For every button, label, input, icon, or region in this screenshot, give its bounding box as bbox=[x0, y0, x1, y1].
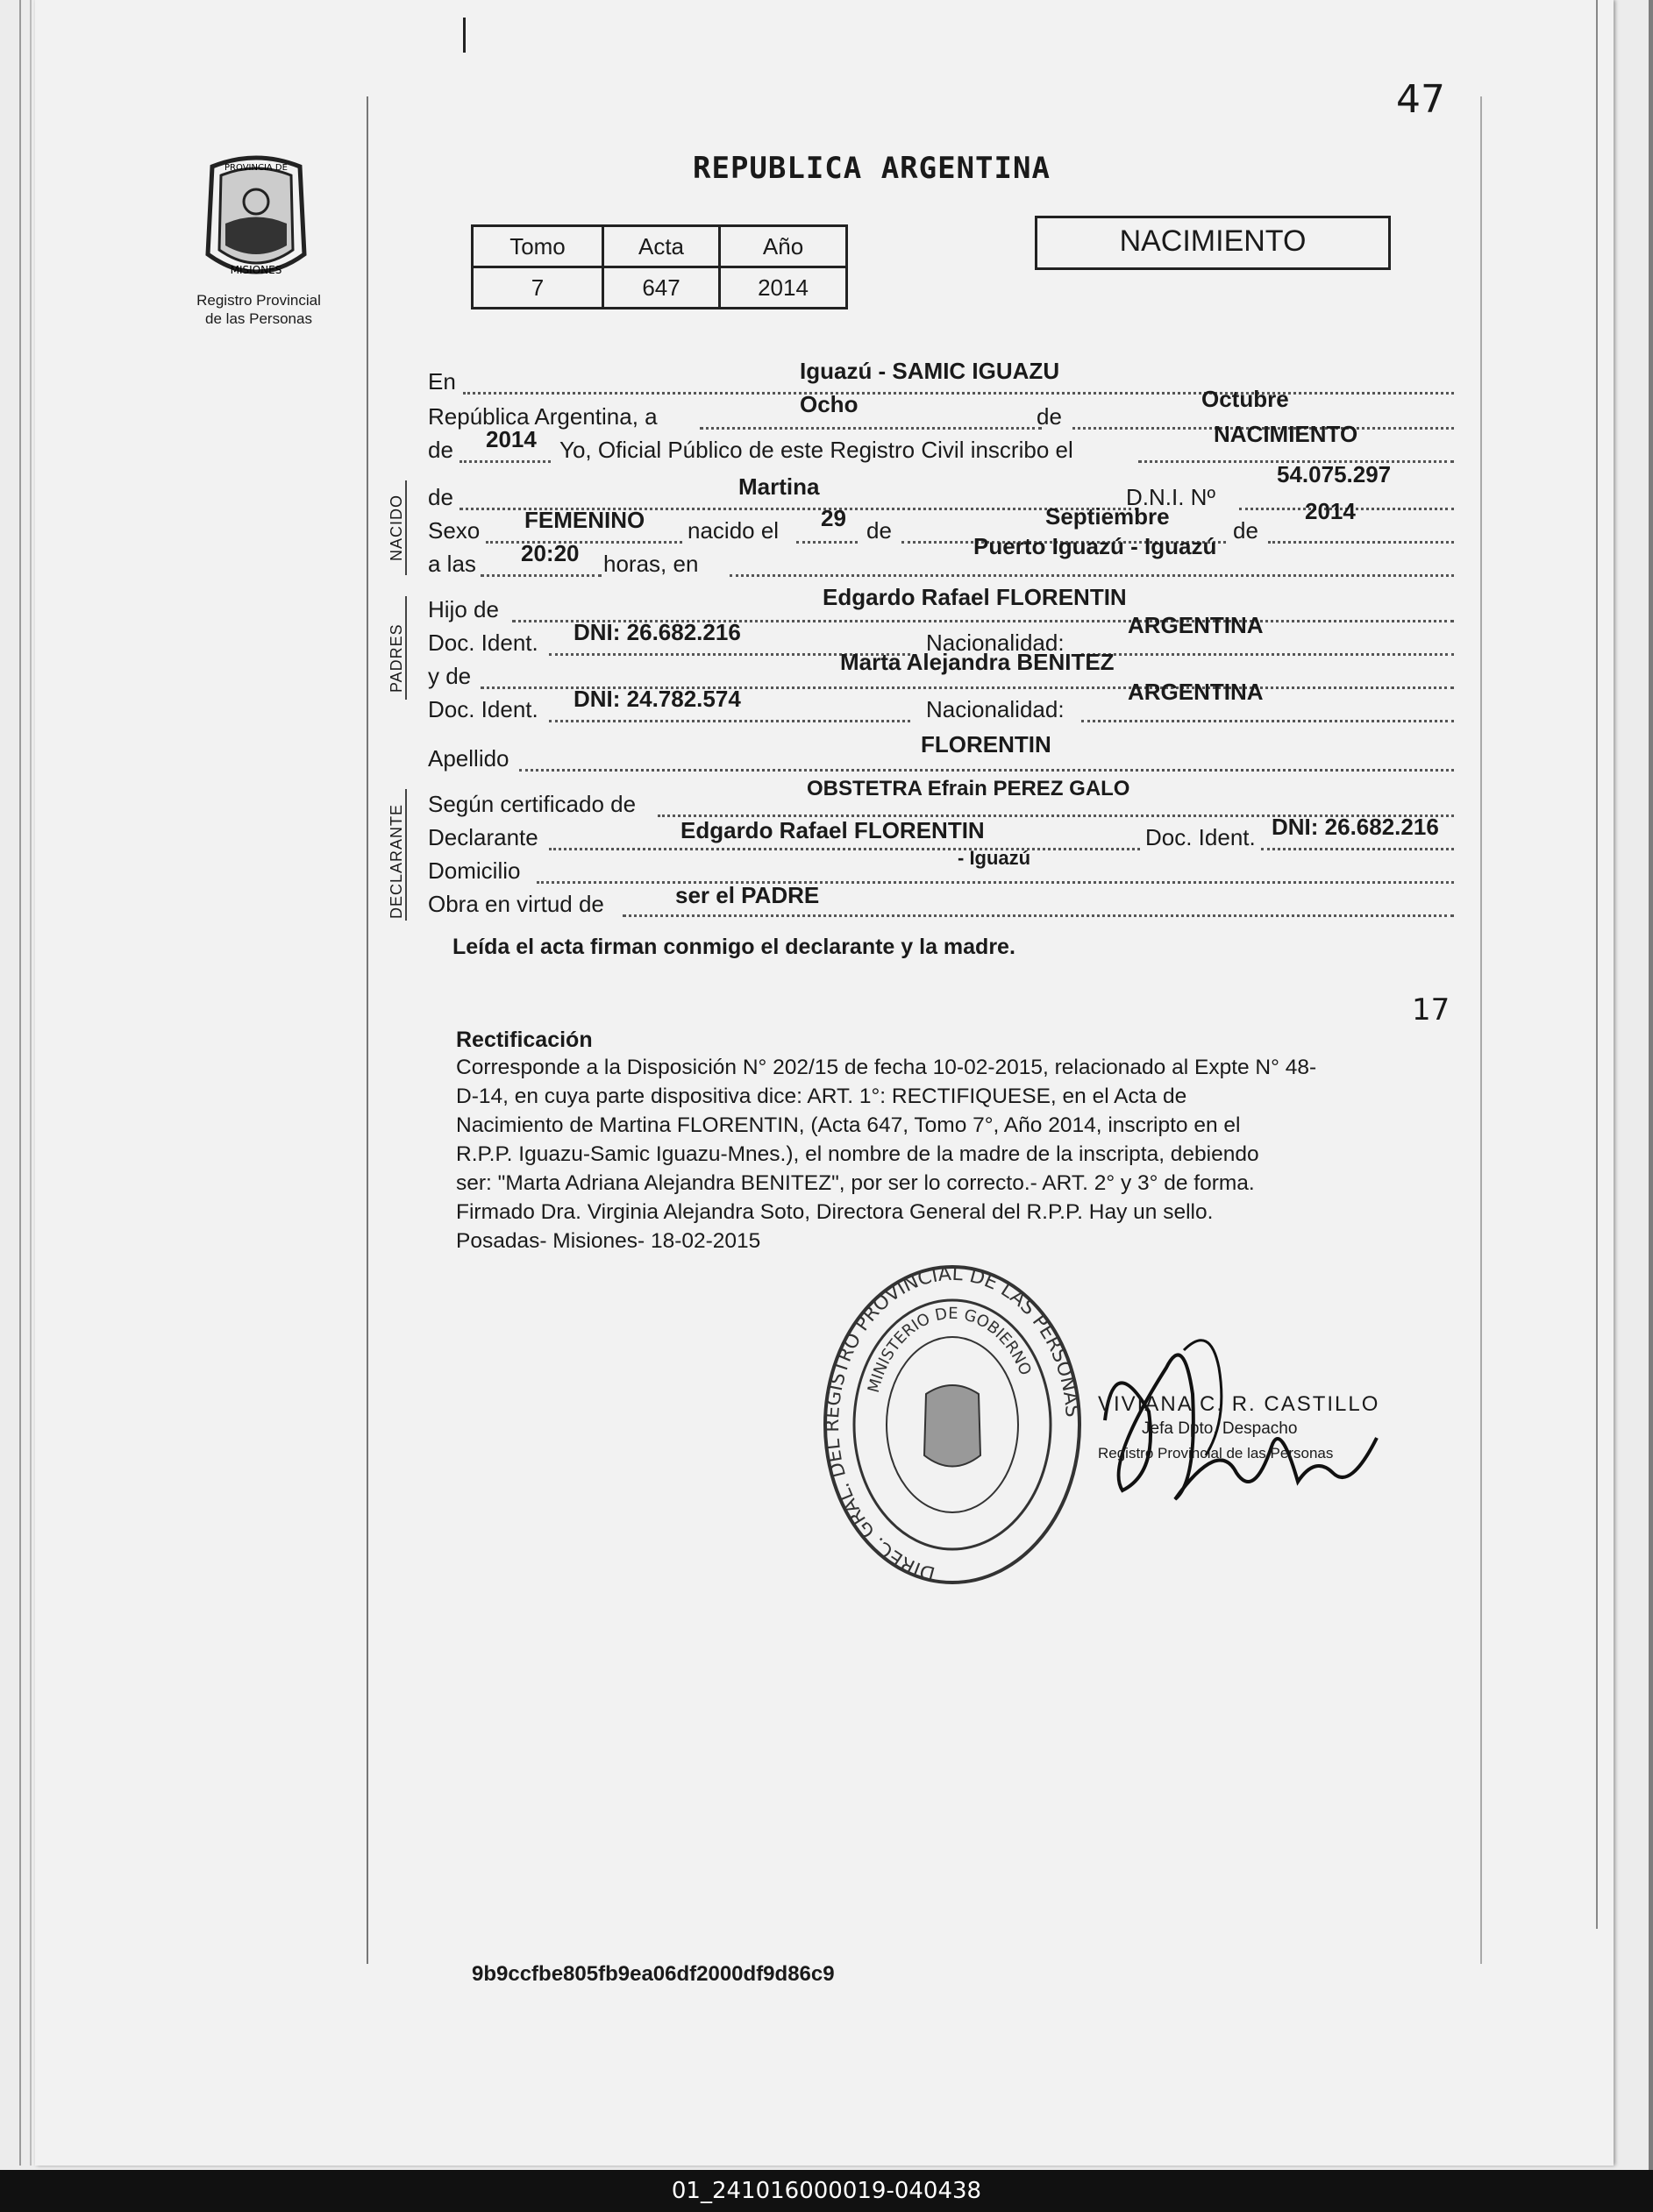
document-hash: 9b9ccfbe805fb9ea06df2000df9d86c9 bbox=[472, 1962, 835, 1986]
binder-edge bbox=[19, 0, 21, 2166]
rectificacion-line: Corresponde a la Disposición N° 202/15 de fecha 10-02-2015, relacionado al Expte N° 48- bbox=[456, 1056, 1317, 1079]
value-obra: ser el PADRE bbox=[675, 882, 820, 908]
label-dni: D.N.I. Nº bbox=[1126, 484, 1215, 510]
row-declarante bbox=[428, 814, 1454, 856]
rectificacion-line: Firmado Dra. Virginia Alejandra Soto, Directora General del R.P.P. Hay un sello. bbox=[456, 1200, 1214, 1224]
annotation-number: 17 bbox=[1412, 992, 1450, 1028]
row-obra bbox=[428, 882, 1454, 922]
value-nacido-mes: Septiembre bbox=[1045, 503, 1170, 530]
label-hijo-de: Hijo de bbox=[428, 596, 499, 622]
label-nacido-el: nacido el bbox=[688, 517, 780, 544]
value-declarante: Edgardo Rafael FLORENTIN bbox=[680, 817, 985, 843]
rectificacion-title: Rectificación bbox=[456, 1028, 593, 1052]
value-tomo: 7 bbox=[473, 267, 603, 309]
label-de-mes: de bbox=[1037, 403, 1062, 430]
signer-title: Jefa Dpto. Despacho bbox=[1142, 1419, 1298, 1438]
label-nac-padre: Nacionalidad: bbox=[926, 629, 1065, 656]
svg-text:MISIONES: MISIONES bbox=[230, 264, 282, 276]
label-horas-en: horas, en bbox=[603, 551, 699, 577]
label-domicilio: Domicilio bbox=[428, 857, 521, 884]
label-en: En bbox=[428, 368, 456, 395]
label-de-nacido: de bbox=[866, 517, 892, 544]
value-nombre: Martina bbox=[738, 473, 820, 500]
registry-label bbox=[175, 291, 342, 328]
row-domicilio bbox=[428, 847, 1454, 889]
signer-office: Registro Provincial de las Personas bbox=[1098, 1445, 1334, 1462]
value-certificado: OBSTETRA Efrain PEREZ GALO bbox=[807, 777, 1130, 800]
document-title: REPUBLICA ARGENTINA bbox=[693, 151, 1051, 186]
value-madre-doc: DNI: 24.782.574 bbox=[574, 686, 741, 712]
rectificacion-line: Nacimiento de Martina FLORENTIN, (Acta 647, Tomo 7°, Año 2014, inscripto en el bbox=[456, 1113, 1241, 1137]
label-yo-oficial: Yo, Oficial Público de este Registro Civil inscribo el bbox=[559, 437, 1073, 463]
section-label-declarante: DECLARANTE bbox=[388, 803, 405, 919]
header-anio: Año bbox=[720, 226, 847, 267]
label-a-las: a las bbox=[428, 551, 476, 577]
label-de-nombre: de bbox=[428, 484, 453, 510]
value-lugar: Iguazú - SAMIC IGUAZU bbox=[800, 358, 1060, 384]
label-doc-padre: Doc. Ident. bbox=[428, 629, 538, 656]
svg-text:MINISTERIO DE GOBIERNO: MINISTERIO DE GOBIERNO bbox=[864, 1304, 1035, 1395]
value-anio: 2014 bbox=[486, 426, 537, 452]
label-de-anio: de bbox=[428, 437, 453, 463]
act-type-box: NACIMIENTO bbox=[1035, 216, 1391, 270]
value-mes: Octubre bbox=[1201, 386, 1289, 412]
rectificacion-line: Posadas- Misiones- 18-02-2015 bbox=[456, 1229, 761, 1253]
label-apellido: Apellido bbox=[428, 745, 509, 772]
registry-label-line2: de las Personas bbox=[205, 310, 312, 327]
section-label-nacido: NACIDO bbox=[388, 494, 405, 561]
svg-text:PROVINCIA DE: PROVINCIA DE bbox=[224, 163, 288, 173]
rectificacion-line: D-14, en cuya parte dispositiva dice: ART. 1°: RECTIFIQUESE, en el Acta de bbox=[456, 1085, 1187, 1108]
signer-name: VIVIANA C. R. CASTILLO bbox=[1098, 1392, 1380, 1416]
value-padre-nac: ARGENTINA bbox=[1128, 612, 1264, 638]
value-lugar-nac: Puerto Iguazú - Iguazú bbox=[973, 533, 1217, 559]
registry-label-line1: Registro Provincial bbox=[196, 292, 321, 309]
value-madre: Marta Alejandra BENITEZ bbox=[840, 649, 1115, 675]
label-doc-declarante: Doc. Ident. bbox=[1145, 824, 1256, 850]
value-sexo: FEMENINO bbox=[524, 507, 645, 533]
value-madre-nac: ARGENTINA bbox=[1128, 679, 1264, 705]
row-madre-doc bbox=[428, 679, 1454, 728]
value-apellido: FLORENTIN bbox=[921, 731, 1051, 757]
row-hora bbox=[428, 533, 1454, 582]
footer-id: 01_241016000019-040438 bbox=[0, 2170, 1653, 2212]
value-declarante-doc: DNI: 26.682.216 bbox=[1272, 814, 1439, 840]
value-dni: 54.075.297 bbox=[1277, 461, 1392, 487]
value-padre-doc: DNI: 26.682.216 bbox=[574, 619, 741, 645]
page-edge bbox=[1596, 0, 1598, 1929]
form-body bbox=[428, 358, 1454, 931]
row-en bbox=[428, 358, 1454, 400]
province-seal-logo bbox=[195, 149, 317, 289]
header-acta: Acta bbox=[602, 226, 719, 267]
label-nac-madre: Nacionalidad: bbox=[926, 696, 1065, 722]
label-segun-certificado: Según certificado de bbox=[428, 791, 637, 817]
value-padre: Edgardo Rafael FLORENTIN bbox=[823, 584, 1127, 610]
label-republica: República Argentina, a bbox=[428, 403, 658, 430]
header-tomo: Tomo bbox=[473, 226, 603, 267]
label-obra-en-virtud: Obra en virtud de bbox=[428, 891, 604, 917]
value-domicilio: - Iguazú bbox=[958, 847, 1031, 869]
rectificacion-line: R.P.P. Iguazu-Samic Iguazu-Mnes.), el nombre de la madre de la inscripta, debiendo bbox=[456, 1142, 1259, 1166]
label-declarante: Declarante bbox=[428, 824, 538, 850]
top-mark bbox=[463, 18, 466, 53]
value-dia: Ocho bbox=[800, 391, 859, 417]
value-inscribo: NACIMIENTO bbox=[1214, 421, 1358, 447]
label-sexo: Sexo bbox=[428, 517, 481, 544]
label-de-nacido-anio: de bbox=[1233, 517, 1258, 544]
label-doc-madre: Doc. Ident. bbox=[428, 696, 538, 722]
value-acta: 647 bbox=[602, 267, 719, 309]
value-nacido-anio: 2014 bbox=[1305, 498, 1356, 524]
binder-edge bbox=[30, 0, 32, 2166]
row-sexo bbox=[428, 498, 1454, 549]
svg-text:DIREC. GRAL. DEL REGISTRO PROV: DIREC. GRAL. DEL REGISTRO PROVINCIAL DE LAS PERSONAS bbox=[822, 1262, 1083, 1585]
page-number: 47 bbox=[1396, 77, 1445, 122]
registry-table bbox=[471, 224, 848, 309]
value-hora: 20:20 bbox=[521, 540, 580, 566]
official-stamp bbox=[821, 1262, 1084, 1587]
row-apellido bbox=[428, 731, 1454, 777]
closing-text: Leída el acta firman conmigo el declarante y la madre. bbox=[452, 935, 1015, 959]
value-anio: 2014 bbox=[720, 267, 847, 309]
signature-block bbox=[1098, 1392, 1379, 1466]
section-label-padres: PADRES bbox=[388, 623, 405, 693]
rectificacion-block bbox=[456, 1028, 1464, 1255]
value-nacido-dia: 29 bbox=[821, 505, 846, 531]
label-y-de: y de bbox=[428, 663, 472, 689]
rectificacion-line: ser: "Marta Adriana Alejandra BENITEZ", por ser lo correcto.- ART. 2° y 3° de forma. bbox=[456, 1171, 1255, 1195]
